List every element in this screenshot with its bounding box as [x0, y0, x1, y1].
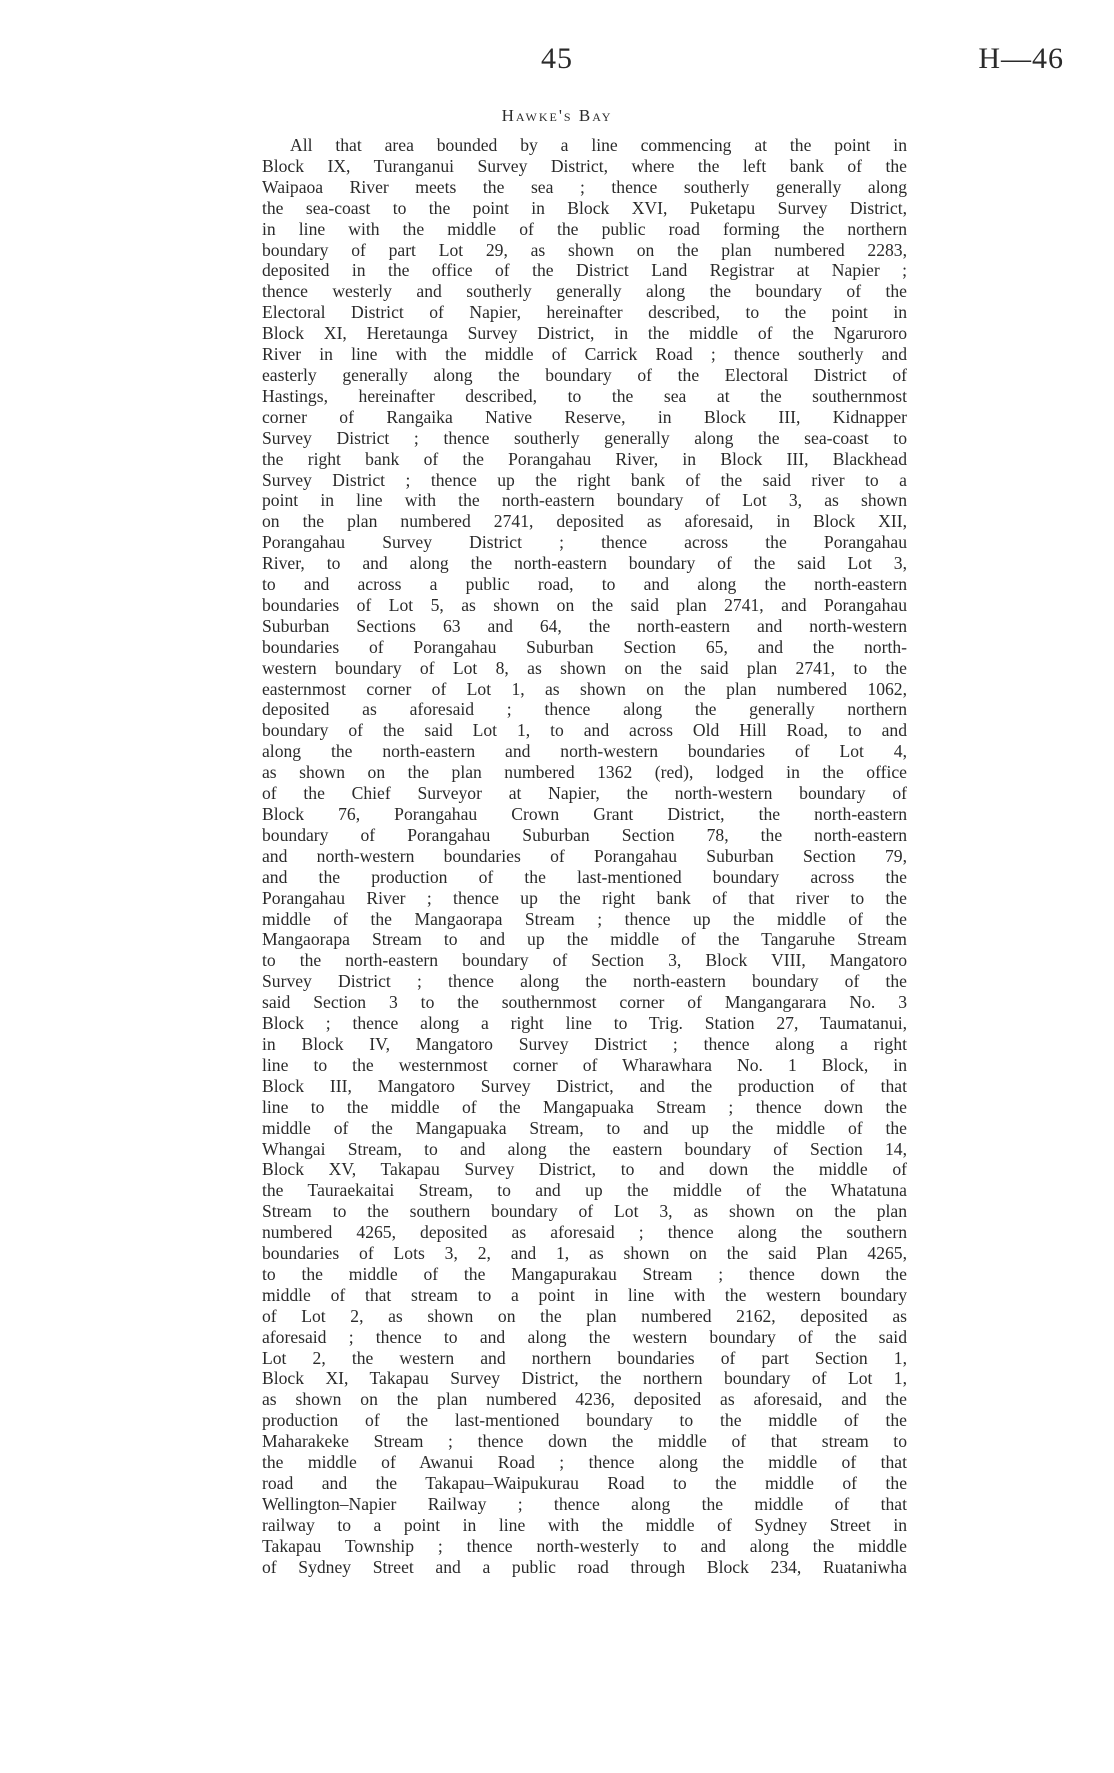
text-line: Block XI, Takapau Survey District, the northern boundary of Lot 1, [262, 1368, 907, 1389]
text-line: Suburban Sections 63 and 64, the north-eastern and north-western [262, 615, 907, 636]
text-line: line to the middle of the Mangapuaka Stream ; thence down the [262, 1096, 907, 1117]
text-line: in line with the middle of the public road forming the northern [262, 218, 907, 239]
text-line: Survey District ; thence along the north-eastern boundary of the [262, 971, 907, 992]
text-line: middle of the Mangaorapa Stream ; thence up the middle of the [262, 908, 907, 929]
text-line: Whangai Stream, to and along the eastern boundary of Section 14, [262, 1138, 907, 1159]
text-line: easternmost corner of Lot 1, as shown on the plan numbered 1062, [262, 678, 907, 699]
text-line: Block XI, Heretaunga Survey District, in the middle of the Ngaruroro [262, 323, 907, 344]
text-line: River, to and along the north-eastern boundary of the said Lot 3, [262, 553, 907, 574]
text-line: River in line with the middle of Carrick Road ; thence southerly and [262, 344, 907, 365]
text-line: boundaries of Lot 5, as shown on the said plan 2741, and Porangahau [262, 594, 907, 615]
text-line: Wellington–Napier Railway ; thence along the middle of that [262, 1493, 907, 1514]
text-line: Waipaoa River meets the sea ; thence southerly generally along [262, 176, 907, 197]
text-line: deposited as aforesaid ; thence along the generally northern [262, 699, 907, 720]
text-line: along the north-eastern and north-western boundaries of Lot 4, [262, 741, 907, 762]
text-line: Electoral District of Napier, hereinafter described, to the point in [262, 302, 907, 323]
text-line: the right bank of the Porangahau River, in Block III, Blackhead [262, 448, 907, 469]
text-line: railway to a point in line with the middle of Sydney Street in [262, 1514, 907, 1535]
text-line: middle of the Mangapuaka Stream, to and up the middle of the [262, 1117, 907, 1138]
text-line: Stream to the southern boundary of Lot 3, as shown on the plan [262, 1201, 907, 1222]
text-line: production of the last-mentioned boundary to the middle of the [262, 1410, 907, 1431]
document-reference: H—46 [978, 42, 1064, 75]
text-line: line to the westernmost corner of Wharawhara No. 1 Block, in [262, 1054, 907, 1075]
text-line: corner of Rangaika Native Reserve, in Block III, Kidnapper [262, 406, 907, 427]
text-line: Lot 2, the western and northern boundaries of part Section 1, [262, 1347, 907, 1368]
text-line: of the Chief Surveyor at Napier, the north-western boundary of [262, 783, 907, 804]
text-line: middle of that stream to a point in line with the western boundary [262, 1284, 907, 1305]
text-line: and the production of the last-mentioned boundary across the [262, 866, 907, 887]
text-line: said Section 3 to the southernmost corner of Mangangarara No. 3 [262, 992, 907, 1013]
text-line: Survey District ; thence up the right bank of the said river to a [262, 469, 907, 490]
section-heading: Hawke's Bay [501, 106, 613, 125]
text-line: to the middle of the Mangapurakau Stream ; thence down the [262, 1263, 907, 1284]
text-line: easterly generally along the boundary of the Electoral District of [262, 364, 907, 385]
text-line: the middle of Awanui Road ; thence along the middle of that [262, 1452, 907, 1473]
text-line: on the plan numbered 2741, deposited as aforesaid, in Block XII, [262, 511, 907, 532]
text-line: Block 76, Porangahau Crown Grant District, the north-eastern [262, 804, 907, 824]
text-line: to and across a public road, to and along the north-eastern [262, 574, 907, 595]
text-line: numbered 4265, deposited as aforesaid ; thence along the southern [262, 1222, 907, 1243]
text-line: as shown on the plan numbered 4236, deposited as aforesaid, and the [262, 1389, 907, 1410]
text-line: Hastings, hereinafter described, to the sea at the southernmost [262, 385, 907, 406]
page-number: 45 [541, 42, 573, 75]
text-line: boundary of the said Lot 1, to and across Old Hill Road, to and [262, 720, 907, 741]
text-line: Block ; thence along a right line to Trig. Station 27, Taumatanui, [262, 1013, 907, 1034]
text-line: Porangahau River ; thence up the right bank of that river to the [262, 887, 907, 908]
text-line: of Sydney Street and a public road through Block 234, Ruataniwha [262, 1556, 907, 1577]
text-line: boundary of part Lot 29, as shown on the plan numbered 2283, [262, 239, 907, 260]
text-line: Porangahau Survey District ; thence across the Porangahau [262, 532, 907, 553]
text-line: Block III, Mangatoro Survey District, and the production of that [262, 1075, 907, 1096]
text-line: Mangaorapa Stream to and up the middle of the Tangaruhe Stream [262, 929, 907, 950]
text-line: road and the Takapau–Waipukurau Road to the middle of the [262, 1473, 907, 1493]
text-line: aforesaid ; thence to and along the western boundary of the said [262, 1326, 907, 1347]
text-line: the Tauraekaitai Stream, to and up the middle of the Whatatuna [262, 1180, 907, 1201]
text-line: thence westerly and southerly generally along the boundary of the [262, 281, 907, 302]
text-line: deposited in the office of the District Land Registrar at Napier ; [262, 260, 907, 281]
text-line: as shown on the plan numbered 1362 (red), lodged in the office [262, 762, 907, 783]
text-line: in Block IV, Mangatoro Survey District ; thence along a right [262, 1033, 907, 1054]
text-line: Block IX, Turanganui Survey District, where the left bank of the [262, 155, 907, 176]
text-line: boundaries of Porangahau Suburban Section 65, and the north- [262, 636, 907, 657]
body-paragraph [262, 135, 907, 1578]
text-line: Maharakeke Stream ; thence down the middle of that stream to [262, 1431, 907, 1452]
text-line: point in line with the north-eastern boundary of Lot 3, as shown [262, 490, 907, 511]
text-line: and north-western boundaries of Porangahau Suburban Section 79, [262, 845, 907, 866]
text-line: boundaries of Lots 3, 2, and 1, as shown on the said Plan 4265, [262, 1243, 907, 1264]
text-line: All that area bounded by a line commencing at the point in [290, 135, 907, 155]
text-line: Survey District ; thence southerly generally along the sea-coast to [262, 427, 907, 448]
text-line: boundary of Porangahau Suburban Section 78, the north-eastern [262, 824, 907, 845]
text-line: to the north-eastern boundary of Section 3, Block VIII, Mangatoro [262, 950, 907, 971]
text-line: western boundary of Lot 8, as shown on the said plan 2741, to the [262, 657, 907, 678]
text-line: Takapau Township ; thence north-westerly to and along the middle [262, 1535, 907, 1556]
text-line: the sea-coast to the point in Block XVI, Puketapu Survey District, [262, 197, 907, 218]
text-line: Block XV, Takapau Survey District, to and down the middle of [262, 1159, 907, 1180]
text-line: of Lot 2, as shown on the plan numbered 2162, deposited as [262, 1305, 907, 1326]
